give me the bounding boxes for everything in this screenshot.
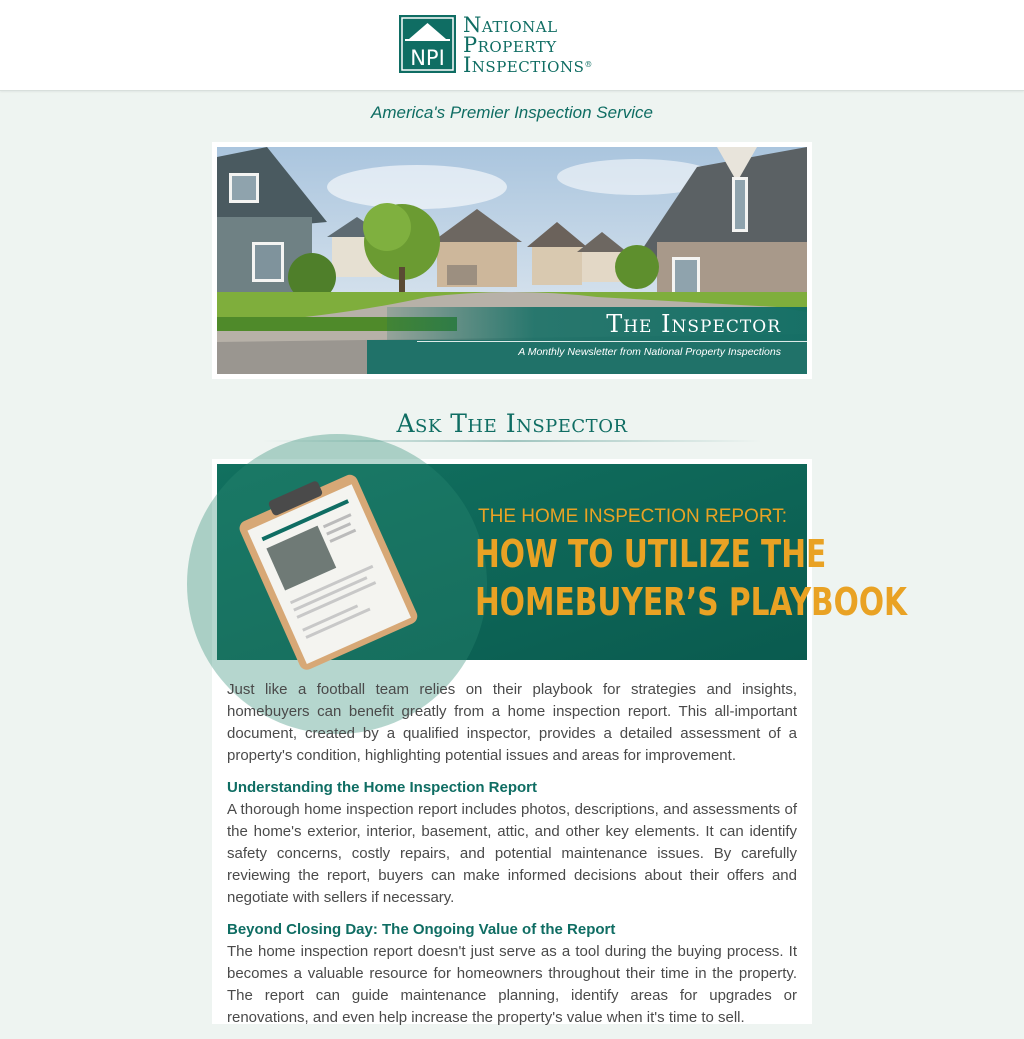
article-heading-understanding: Understanding the Home Inspection Report [227,779,538,796]
site-header [0,0,1024,91]
logo-line-3 [463,55,593,75]
registered-mark: ® [584,60,593,69]
article-intro: Just like a football team relies on their playbook for strategies and insights, homebuyers can benefit greatly from a home inspection report. This all-important document, created by a qualified inspector, provides a detailed assessment of a property's condition, highlighting potential issues and areas for improvement. [227,681,797,764]
feature-headline-line-1: HOW TO UTILIZE THE [475,532,827,576]
article-paragraph-understanding: A thorough home inspection report includes photos, descriptions, and assessments of the home's exterior, interior, basement, attic, and other key elements. It can identify safety concerns, costly repairs, and potential maintenance issues. By carefully reviewing the report, buyers can make informed decisions about their offers and negotiate with sellers if necessary. [227,801,797,906]
article-paragraph-beyond-closing: The home inspection report doesn't just serve as a tool during the buying process. It becomes a valuable resource for homeowners throughout their time in the property. The report can guide maintenance planning, identify areas for upgrades or renovations, and even help increase the property's value when it's time to sell. [227,943,797,1026]
article-body [227,679,797,1039]
npi-logo-icon [399,15,456,73]
section-title: Ask The Inspector [396,409,628,438]
hero-banner[interactable] [217,147,807,374]
npi-logo-wordmark [463,15,593,75]
feature-headline-line-2: HOMEBUYER’S PLAYBOOK [475,580,907,624]
newsletter-subtitle: A Monthly Newsletter from National Property Inspections [518,346,781,358]
logo-line-3-text: Inspections [463,53,585,77]
newsletter-title: The Inspector [606,310,781,338]
feature-banner[interactable] [217,464,907,660]
npi-logo-initials: NPI [410,46,445,70]
tagline: America's Premier Inspection Service [371,103,653,122]
feature-kicker: THE HOME INSPECTION REPORT: [478,506,787,527]
npi-logo-link[interactable] [399,15,629,77]
article-card [212,459,907,1026]
article-heading-beyond-closing: Beyond Closing Day: The Ongoing Value of the Report [227,921,616,938]
newsletter-hero [212,142,812,379]
feature-headline [475,530,907,626]
logo-line-1: National [463,13,558,37]
neighborhood-street-image [217,147,807,374]
logo-line-2: Property [463,33,557,57]
